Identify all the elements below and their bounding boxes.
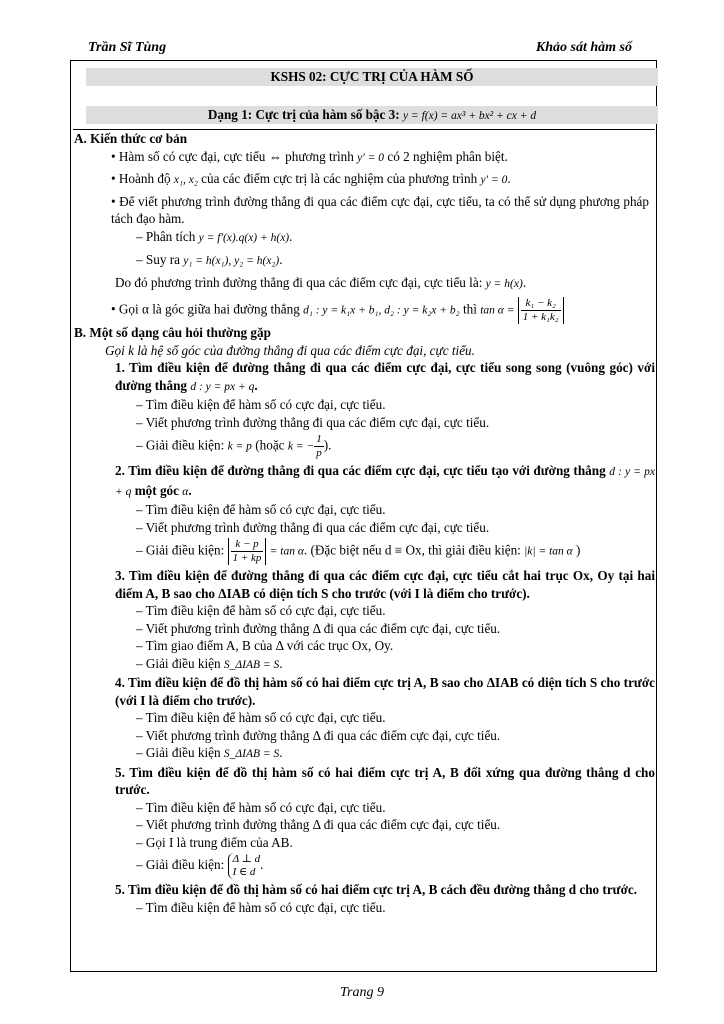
numerator: k₁ − k₂ — [521, 297, 561, 311]
q1-step-2: – Viết phương trình đường thẳng đi qua các điểm cực đại, cực tiểu. — [136, 414, 490, 430]
text: – Phân tích — [136, 228, 196, 244]
text: – Giải điều kiện: — [136, 542, 225, 558]
q4-step-2: – Viết phương trình đường thẳng Δ đi qua các điểm cực đại, cực tiểu. — [136, 727, 501, 743]
text: . — [507, 171, 511, 186]
equation-system — [228, 853, 264, 879]
q4-step-3 — [89, 744, 655, 764]
q5-step-2: – Viết phương trình đường thẳng Δ đi qua các điểm cực đại, cực tiểu. — [136, 817, 501, 832]
formula: y′ = 0 — [357, 151, 385, 164]
formula: = tan α — [269, 545, 304, 558]
q1-step-3 — [89, 433, 655, 460]
formula: y = h(x) — [485, 277, 523, 290]
text: . — [188, 482, 192, 498]
q2-step-2: – Viết phương trình đường thẳng đi qua các điểm cực đại, cực tiểu. — [136, 519, 490, 535]
content — [73, 129, 655, 916]
subtitle-band — [86, 106, 658, 124]
text: thì — [462, 301, 477, 317]
q2-title — [89, 462, 655, 501]
header-topic: Khảo sát hàm số — [535, 40, 632, 55]
fraction — [231, 538, 264, 565]
formula: k = − — [287, 440, 315, 453]
q5-title: 5. Tìm điều kiện để đồ thị hàm số có hai điểm cực trị A, B đối xứng qua đường thẳng d cho trước. — [115, 764, 655, 797]
text: (hoặc — [255, 437, 285, 453]
fraction — [314, 433, 324, 460]
section-b-heading: B. Một số dạng câu hỏi thường gặp — [74, 325, 271, 340]
q3-step-3: – Tìm giao điểm A, B của Δ với các trục Ox, Oy. — [136, 638, 394, 653]
text: • Gọi α là góc giữa hai đường thẳng — [111, 301, 300, 317]
q6-title: 5. Tìm điều kiện để đồ thị hàm số có hai điểm cực trị A, B cách đều đường thẳng d cho trước. — [115, 882, 638, 897]
q5-step-1: – Tìm điều kiện để hàm số có cực đại, cực tiểu. — [136, 799, 386, 815]
text: • Hoành độ — [111, 171, 171, 186]
formula: d : y = px + q — [190, 380, 255, 393]
formula: y′ = 0 — [480, 174, 508, 186]
abs-value — [228, 538, 267, 565]
text: 1. Tìm điều kiện để đường thẳng đi qua các điểm cực đại, cực tiểu song song (vuông góc) với đường thẳng — [115, 360, 655, 393]
text: • Hàm số có cực đại, cực tiểu ⇔ phương trình — [111, 148, 354, 164]
denominator: 1 + kp — [232, 552, 262, 564]
formula: |k| = tan α — [524, 545, 573, 558]
q4-title: 4. Tìm điều kiện để đồ thị hàm số có hai điểm cực trị A, B sao cho ΔIAB có diện tích S cho trước (với I là điểm cho trước). — [115, 675, 655, 708]
a-bullet-1 — [89, 148, 655, 168]
abs-value — [518, 297, 564, 324]
formula: k = p — [227, 440, 252, 453]
a-bullet-2 — [89, 170, 655, 190]
q3-step-2: – Viết phương trình đường thẳng Δ đi qua các điểm cực đại, cực tiểu. — [136, 620, 501, 636]
formula: d : y = px + q — [115, 466, 655, 498]
formula: d₁ : y = k₁x + b₁, d₂ : y = k₂x + b₂ — [303, 304, 460, 317]
text: – Giải điều kiện — [136, 745, 221, 760]
text: của các điểm cực trị là các nghiệm của phương trình — [201, 171, 478, 186]
q1-step-1: – Tìm điều kiện để hàm số có cực đại, cực tiểu. — [136, 397, 386, 412]
formula: tan α = — [480, 304, 515, 317]
a-bullet-3: • Để viết phương trình đường thẳng đi qua các điểm cực đại, cực tiểu, ta có thể sử dụng phương pháp tách đạo hàm. — [111, 193, 649, 226]
text: – Giải điều kiện: — [136, 857, 225, 873]
text: 2. Tìm điều kiện để đường thẳng đi qua các điểm cực đại, cực tiểu tạo với đường thẳng — [115, 463, 606, 478]
text: – Giải điều kiện: — [136, 437, 225, 453]
a-sub-2 — [89, 251, 655, 271]
text: ) — [575, 542, 581, 558]
section-a-heading: A. Kiến thức cơ bản — [74, 131, 188, 146]
text: . — [254, 377, 258, 393]
text: . (Đặc biệt nếu d ≡ Ox, thì giải điều kiện: — [303, 542, 521, 558]
text: có 2 nghiệm phân biệt. — [387, 148, 508, 164]
text: – Giải điều kiện — [136, 655, 221, 671]
fraction — [521, 297, 561, 324]
page-title: KSHS 02: CỰC TRỊ CỦA HÀM SỐ — [86, 68, 658, 86]
text: . — [279, 252, 283, 267]
a-sub-1 — [89, 228, 655, 248]
text: . — [260, 857, 264, 873]
a-conclusion — [89, 274, 655, 294]
a-bullet-4 — [89, 297, 655, 324]
formula: S_ΔIAB = S — [223, 658, 280, 671]
q3-step-1: – Tìm điều kiện để hàm số có cực đại, cực tiểu. — [136, 603, 386, 618]
text: Do đó phương trình đường thẳng đi qua các điểm cực đại, cực tiểu là: — [115, 274, 483, 290]
formula: y₁ = h(x₁), y₂ = h(x₂) — [183, 255, 280, 267]
b-intro: Gọi k là hệ số góc của đường thẳng đi qua các điểm cực đại, cực tiểu. — [105, 342, 475, 358]
denominator: p — [316, 447, 322, 459]
q2-step-1: – Tìm điều kiện để hàm số có cực đại, cực tiểu. — [136, 502, 386, 517]
q3-title: 3. Tìm điều kiện để đường thẳng đi qua các điểm cực đại, cực tiểu cắt hai trục Ox, Oy tại hai điểm A, B sao cho ΔIAB có diện tích S cho trước (với I là điểm cho trước). — [115, 568, 655, 601]
q5-step-4 — [89, 853, 655, 879]
q1-title — [89, 359, 655, 396]
page-number: Trang 9 — [340, 985, 384, 1000]
subtitle-formula: y = f(x) = ax³ + bx² + cx + d — [402, 110, 537, 122]
text: . — [522, 274, 527, 290]
denominator: 1 + k₁k₂ — [522, 311, 559, 323]
numerator: 1 — [316, 433, 322, 445]
subtitle-text: Dạng 1: Cực trị của hàm số bậc 3: — [207, 107, 400, 122]
q5-step-3: – Gọi I là trung điểm của AB. — [136, 834, 293, 850]
text: ). — [323, 437, 332, 453]
q3-step-4 — [89, 655, 655, 675]
numerator: k − p — [231, 538, 264, 552]
formula: S_ΔIAB = S — [223, 748, 280, 760]
q4-step-1: – Tìm điều kiện để hàm số có cực đại, cực tiểu. — [136, 710, 386, 725]
formula: α — [182, 485, 189, 498]
system-line-1: Δ ⊥ d — [232, 853, 261, 865]
text: . — [279, 655, 283, 671]
text: một góc — [134, 482, 179, 498]
formula: y = f′(x).q(x) + h(x) — [198, 231, 290, 244]
text: . — [279, 745, 283, 760]
system-line-2: I ∈ d — [232, 866, 256, 878]
header-author: Trần Sĩ Tùng — [88, 40, 167, 55]
formula: x₁, x₂ — [173, 174, 198, 186]
text: . — [289, 228, 293, 244]
q6-step-1: – Tìm điều kiện để hàm số có cực đại, cực tiểu. — [136, 899, 386, 915]
q2-step-3 — [89, 538, 655, 565]
text: – Suy ra — [136, 252, 180, 267]
